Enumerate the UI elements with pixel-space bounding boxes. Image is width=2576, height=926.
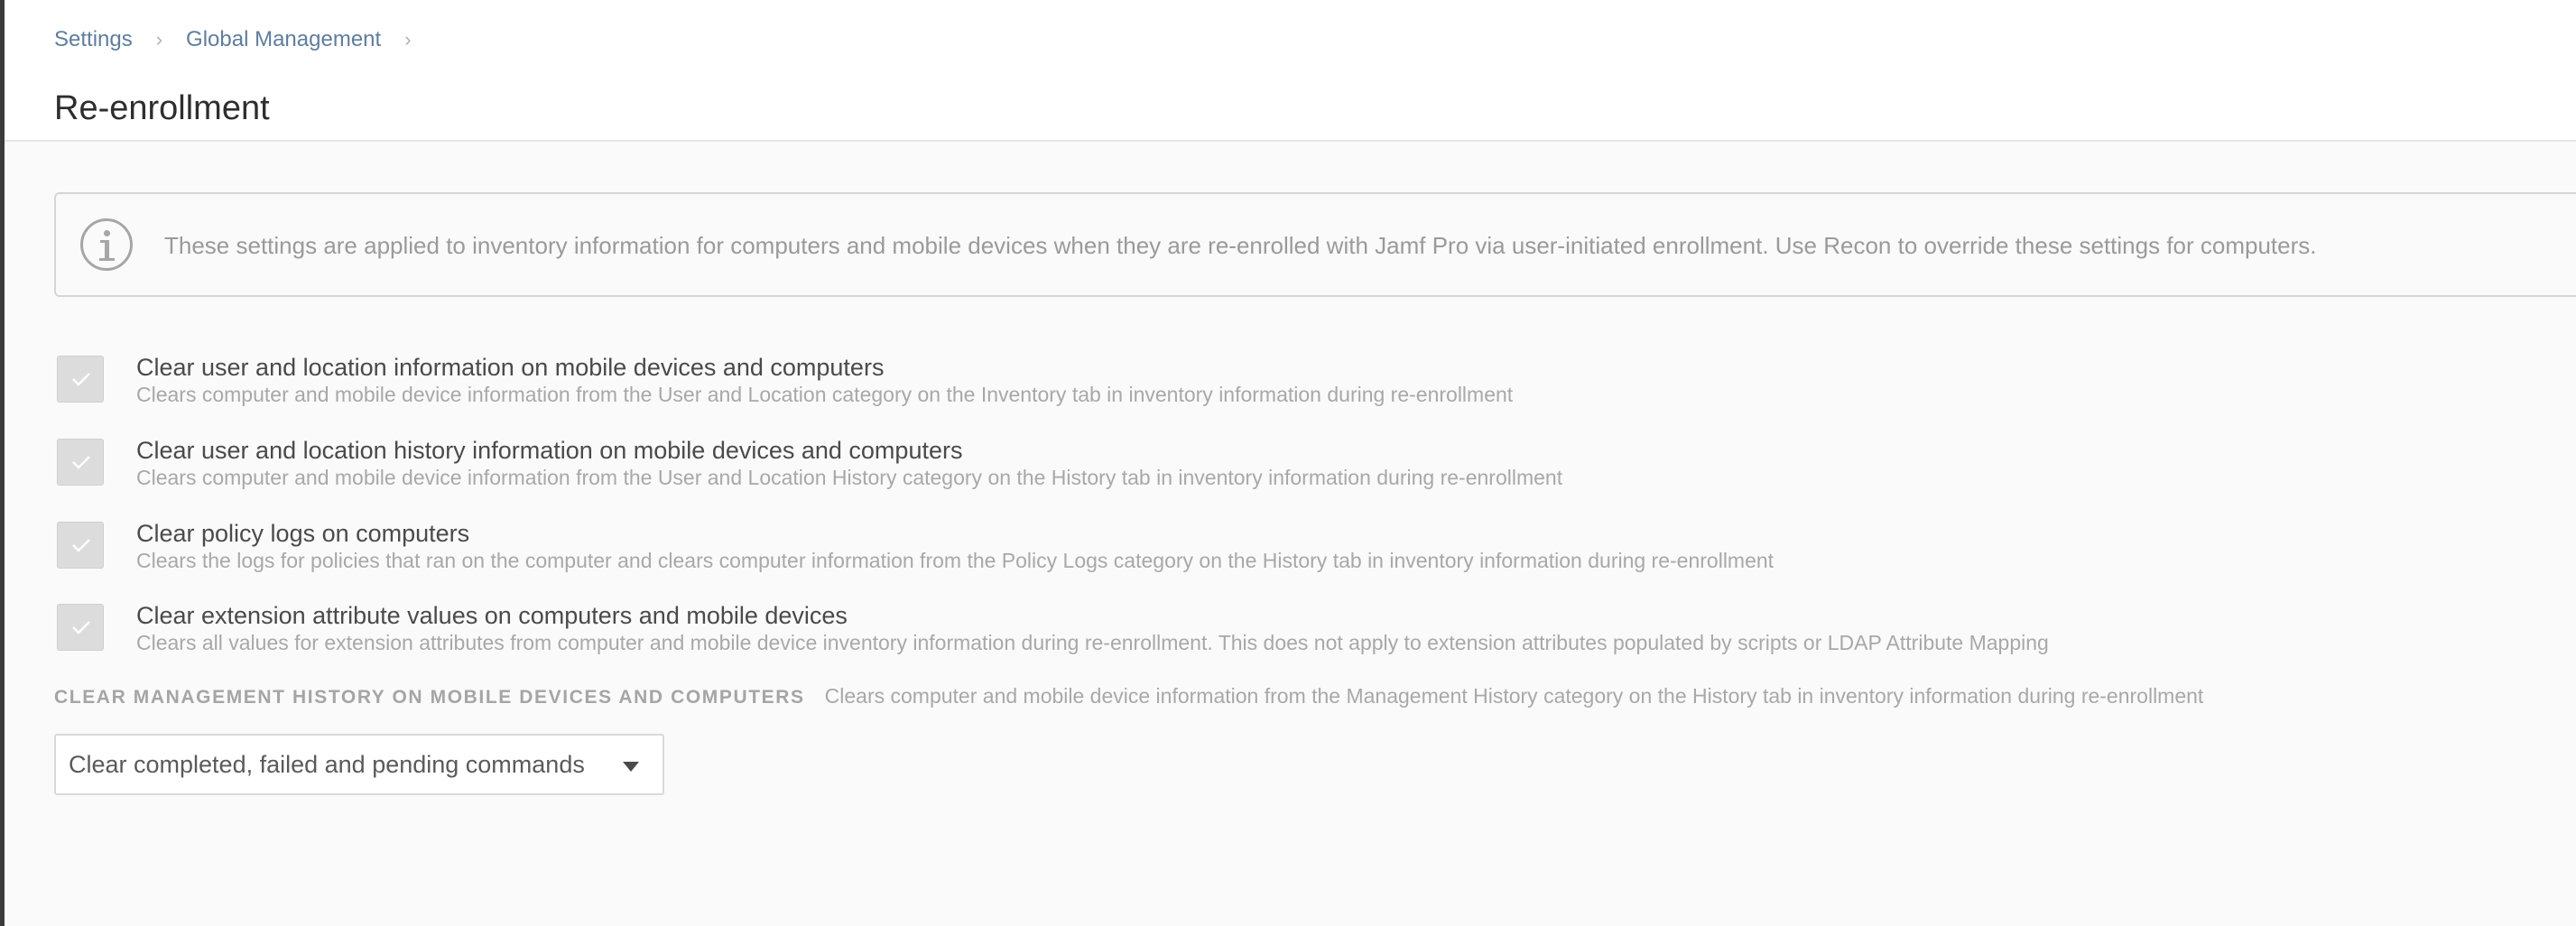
page-title: Re-enrollment (54, 89, 270, 128)
option-label: Clear user and location history information on mobile devices and computers (136, 437, 963, 464)
settings-content (5, 142, 2576, 926)
management-history-heading: CLEAR MANAGEMENT HISTORY ON MOBILE DEVICES AND COMPUTERS (54, 687, 805, 708)
checkbox-clear-extension-attributes[interactable] (57, 604, 104, 651)
option-label: Clear user and location information on mobile devices and computers (136, 354, 885, 381)
option-description: Clears computer and mobile device information from the User and Location History category on the History tab in inventory information during re-enrollment (136, 466, 1563, 489)
checkbox-clear-user-location[interactable] (57, 356, 104, 403)
option-description: Clears all values for extension attributes from computer and mobile device inventory information during re-enrollment. This does not apply to extension attributes populated by scripts or LDAP Attribute Mapping (136, 631, 2049, 654)
breadcrumb-separator-icon: › (404, 28, 412, 51)
checkbox-clear-policy-logs[interactable] (57, 522, 104, 569)
management-history-section (54, 684, 2203, 708)
breadcrumb (54, 27, 435, 52)
info-banner (54, 192, 2576, 297)
info-banner-text: These settings are applied to inventory information for computers and mobile devices when they are re-enrolled with Jamf Pro via user-initiated enrollment. Use Recon to override these settings for computers. (164, 232, 2317, 259)
management-history-select[interactable] (54, 734, 664, 795)
option-description: Clears computer and mobile device information from the User and Location category on the Inventory tab in inventory information during re-enrollment (136, 383, 1514, 406)
checkbox-clear-user-location-history[interactable] (57, 439, 104, 486)
option-label: Clear extension attribute values on computers and mobile devices (136, 602, 848, 629)
checkmark-icon (71, 537, 91, 553)
page-header (5, 0, 2576, 142)
option-description: Clears the logs for policies that ran on the computer and clears computer information from the Policy Logs category on the History tab in inventory information during re-enrollment (136, 549, 1774, 572)
checkmark-icon (71, 619, 91, 635)
breadcrumb-settings[interactable]: Settings (54, 27, 133, 51)
checkmark-icon (71, 371, 91, 387)
management-history-description: Clears computer and mobile device information from the Management History category on the History tab in inventory information during re-enrollment (824, 684, 2204, 708)
caret-down-icon (623, 762, 639, 772)
breadcrumb-separator-icon: › (155, 28, 163, 51)
option-label: Clear policy logs on computers (136, 520, 470, 547)
breadcrumb-global-management[interactable]: Global Management (186, 27, 382, 51)
checkmark-icon (71, 454, 91, 470)
info-icon (80, 218, 133, 271)
management-history-selected-value: Clear completed, failed and pending commands (69, 751, 585, 778)
